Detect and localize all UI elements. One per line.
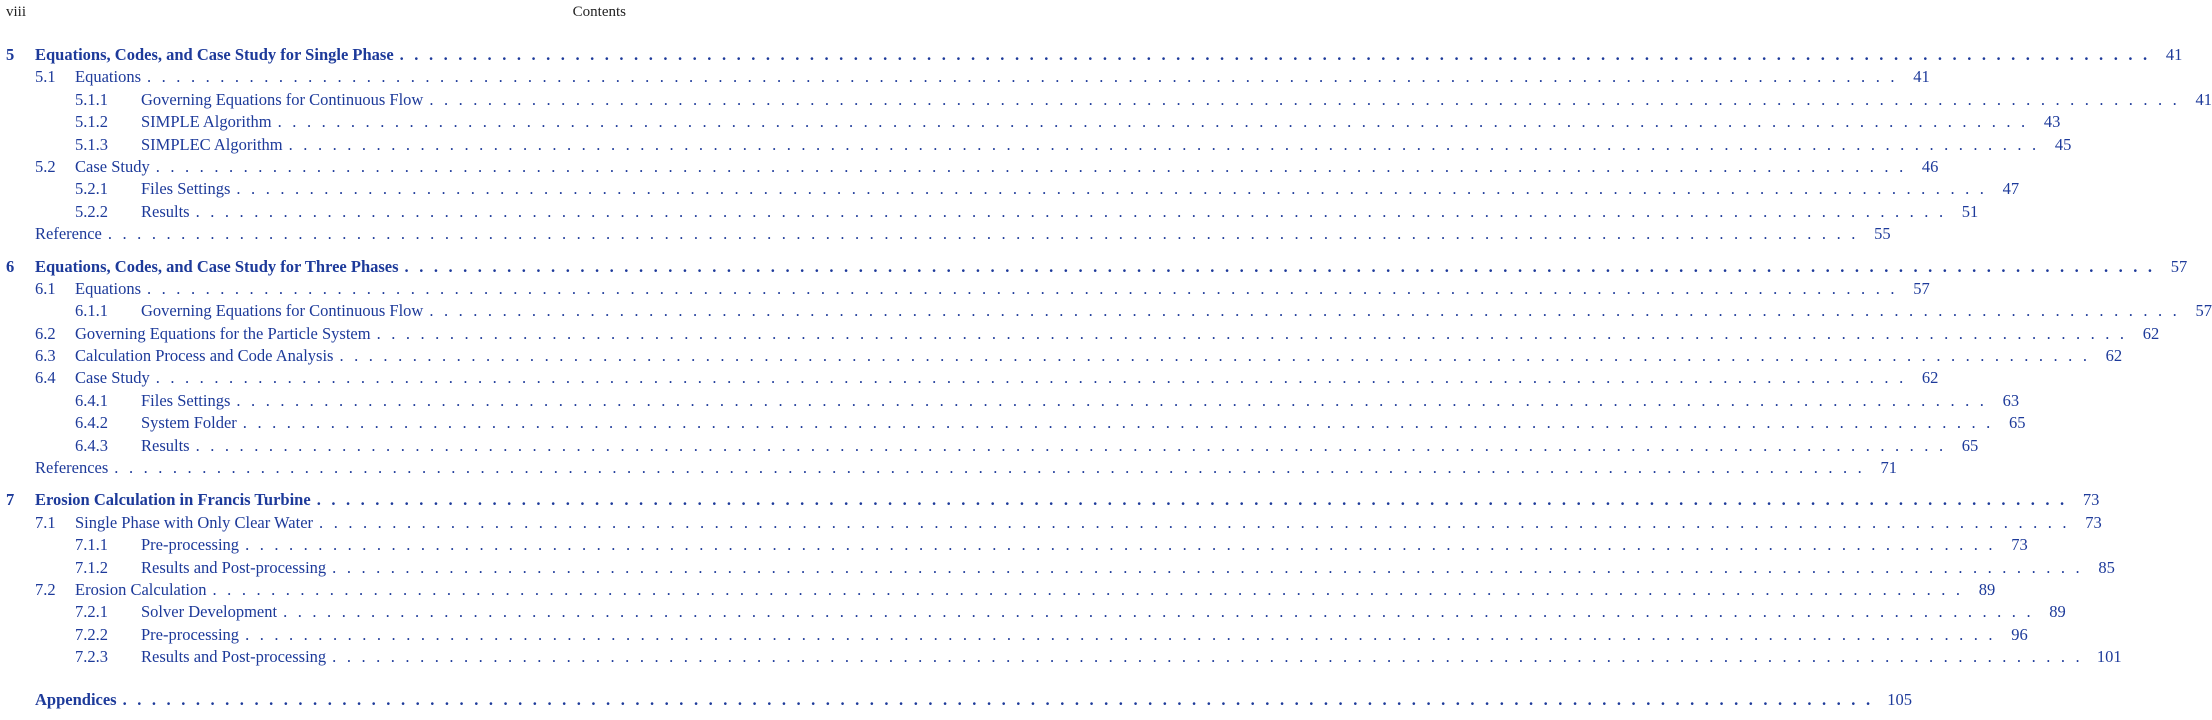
toc-entry-title: Solver Development — [141, 602, 278, 622]
toc-entry-line — [35, 223, 1891, 245]
toc-entry-page: 41 — [1913, 67, 1930, 87]
toc-entry-page: 85 — [2098, 557, 2115, 577]
toc-section-entry[interactable] — [0, 278, 1930, 300]
toc-entry-title: SIMPLEC Algorithm — [141, 134, 283, 154]
toc-entry-line — [35, 457, 1897, 479]
toc-entry-number: 6.4.1 — [75, 390, 108, 410]
toc-entry-title: Appendices — [35, 689, 117, 709]
toc-section-entry[interactable] — [0, 66, 1930, 88]
toc-leader-dots: . . . . . . . . . . . . . . . . . . . . . . . . . . . . . . . . . . . . . . . . . . . . . . . . . . . . . . . . . . . . . . . . . . . . . . . . . . . . . . . . . . . . . . . . . . . . . . . . . . . . . . . . . . . . . . . . . . . . . . . . — [155, 156, 1907, 176]
running-title: Contents — [572, 4, 626, 20]
toc-entry-number: 7 — [6, 490, 15, 510]
toc-entry-number: 5.2.1 — [75, 179, 108, 199]
toc-leader-dots: . . . . . . . . . . . . . . . . . . . . . . . . . . . . . . . . . . . . . . . . . . . . . . . . . . . . . . . . . . . . . . . . . . . . . . . . . . . . . . . . . . . . . . . . . . . . . . . . . . . . . . . . . . . . . . . . . . . . . . . . — [155, 368, 1907, 388]
toc-leader-dots: . . . . . . . . . . . . . . . . . . . . . . . . . . . . . . . . . . . . . . . . . . . . . . . . . . . . . . . . . . . . . . . . . . . . . . . . . . . . . . . . . . . . . . . . . . . . . . . . . . . . . . . . . . . . . . . . . . . . . . . . — [236, 179, 1988, 199]
toc-section-entry[interactable] — [0, 601, 2066, 623]
toc-entry-page: 89 — [1978, 579, 1996, 599]
toc-entry-page: 65 — [1961, 435, 1979, 455]
toc-entry-title: Case Study — [75, 156, 150, 176]
toc-section-entry[interactable] — [0, 534, 2028, 556]
toc-entry-page: 73 — [2082, 490, 2100, 510]
toc-section-entry[interactable] — [0, 367, 1939, 389]
toc-entry-title: Equations — [75, 67, 141, 87]
toc-entry-number: 6.4 — [35, 368, 56, 388]
toc-entry-line — [75, 66, 1930, 88]
table-of-contents — [0, 44, 2212, 711]
toc-entry-page: 62 — [1921, 368, 1939, 388]
toc-entry-page: 57 — [2195, 301, 2212, 321]
toc-leader-dots: . . . . . . . . . . . . . . . . . . . . . . . . . . . . . . . . . . . . . . . . . . . . . . . . . . . . . . . . . . . . . . . . . . . . . . . . . . . . . . . . . . . . . . . . . . . . . . . . . . . . . . . . . . . . . . . . . . . . . . . . — [399, 45, 2151, 64]
toc-entry-title: Reference — [35, 224, 102, 244]
toc-entry-number: 5.2.2 — [75, 201, 108, 221]
toc-entry-page: 47 — [2002, 179, 2020, 199]
toc-entry-page: 41 — [2195, 89, 2212, 109]
toc-entry-line — [141, 201, 1979, 223]
toc-entry-page: 46 — [1921, 156, 1939, 176]
toc-entry-line — [75, 278, 1930, 300]
toc-section-entry[interactable] — [0, 111, 2061, 133]
toc-entry-page: 105 — [1887, 689, 1913, 709]
toc-entry-title: Governing Equations for Continuous Flow — [141, 89, 424, 109]
toc-entry-page: 45 — [2054, 134, 2072, 154]
toc-entry-number: 7.2.2 — [75, 624, 108, 644]
toc-entry-title: Files Settings — [141, 390, 231, 410]
toc-chapter-entry[interactable] — [0, 256, 2188, 278]
toc-entry-page: 89 — [2049, 602, 2066, 622]
toc-entry-page: 96 — [2011, 624, 2028, 644]
toc-entry-line — [141, 646, 2122, 668]
toc-entry-page: 101 — [2096, 647, 2122, 667]
toc-entry-line — [75, 579, 1996, 601]
toc-leader-dots: . . . . . . . . . . . . . . . . . . . . . . . . . . . . . . . . . . . . . . . . . . . . . . . . . . . . . . . . . . . . . . . . . . . . . . . . . . . . . . . . . . . . . . . . . . . . . . . . . . . . . . . . . . . . . . . . . . . . . . . . — [236, 390, 1988, 410]
toc-leader-dots: . . . . . . . . . . . . . . . . . . . . . . . . . . . . . . . . . . . . . . . . . . . . . . . . . . . . . . . . . . . . . . . . . . . . . . . . . . . . . . . . . . . . . . . . . . . . . . . . . . . . . . . . . . . . . . . . . . . . . . . . — [245, 624, 1996, 644]
toc-entry-number: 5 — [6, 45, 15, 64]
toc-entry-page: 57 — [2170, 256, 2188, 276]
toc-leader-dots: . . . . . . . . . . . . . . . . . . . . . . . . . . . . . . . . . . . . . . . . . . . . . . . . . . . . . . . . . . . . . . . . . . . . . . . . . . . . . . . . . . . . . . . . . . . . . . . . . . . . . . . . . . . . . . . . . . . . . . . . — [107, 224, 1859, 244]
toc-entry-number: 7.2.3 — [75, 647, 108, 667]
toc-entry-title: Equations, Codes, and Case Study for Three Phases — [35, 256, 399, 276]
toc-entry-title: Equations, Codes, and Case Study for Single Phase — [35, 45, 394, 64]
toc-entry-title: Results — [141, 435, 190, 455]
toc-section-entry[interactable] — [0, 178, 2020, 200]
toc-entry-line — [141, 624, 2028, 646]
toc-entry-line — [141, 601, 2066, 623]
toc-entry-page: 55 — [1874, 224, 1891, 244]
toc-entry-line — [141, 390, 2020, 412]
toc-entry-line — [75, 156, 1939, 178]
toc-entry-title: Results — [141, 201, 190, 221]
toc-entry-number: 5.1 — [35, 67, 56, 87]
toc-entry-line — [75, 367, 1939, 389]
toc-entry-number: 5.2 — [35, 156, 56, 176]
toc-section-entry[interactable] — [0, 624, 2028, 646]
toc-leader-dots: . . . . . . . . . . . . . . . . . . . . . . . . . . . . . . . . . . . . . . . . . . . . . . . . . . . . . . . . . . . . . . . . . . . . . . . . . . . . . . . . . . . . . . . . . . . . . . . . . . . . . . . . . . . . . . . . . . . . . . . . — [114, 458, 1865, 478]
toc-section-entry[interactable] — [0, 579, 1996, 601]
toc-entry-title: System Folder — [141, 413, 237, 433]
toc-section-entry[interactable] — [0, 300, 2212, 322]
toc-entry-title: Files Settings — [141, 179, 231, 199]
toc-leader-dots: . . . . . . . . . . . . . . . . . . . . . . . . . . . . . . . . . . . . . . . . . . . . . . . . . . . . . . . . . . . . . . . . . . . . . . . . . . . . . . . . . . . . . . . . . . . . . . . . . . . . . . . . . . . . . . . . . . . . . . . . — [332, 647, 2083, 667]
toc-leader-dots: . . . . . . . . . . . . . . . . . . . . . . . . . . . . . . . . . . . . . . . . . . . . . . . . . . . . . . . . . . . . . . . . . . . . . . . . . . . . . . . . . . . . . . . . . . . . . . . . . . . . . . . . . . . . . . . . . . . . . . . . — [147, 67, 1898, 87]
toc-entry-line — [75, 512, 2102, 534]
toc-entry-page: 41 — [2165, 45, 2183, 64]
toc-section-entry[interactable] — [0, 512, 2102, 534]
toc-section-entry[interactable] — [0, 557, 2115, 579]
toc-leader-dots: . . . . . . . . . . . . . . . . . . . . . . . . . . . . . . . . . . . . . . . . . . . . . . . . . . . . . . . . . . . . . . . . . . . . . . . . . . . . . . . . . . . . . . . . . . . . . . . . . . . . . . . . . . . . . . . . . . . . . . . . — [283, 602, 2034, 622]
toc-entry-number: 7.1.1 — [75, 535, 108, 555]
toc-section-entry[interactable] — [0, 89, 2212, 111]
toc-section-entry[interactable] — [0, 390, 2020, 412]
toc-entry-title: References — [35, 458, 109, 478]
toc-entry-line — [75, 323, 2160, 345]
toc-leader-dots: . . . . . . . . . . . . . . . . . . . . . . . . . . . . . . . . . . . . . . . . . . . . . . . . . . . . . . . . . . . . . . . . . . . . . . . . . . . . . . . . . . . . . . . . . . . . . . . . . . . . . . . . . . . . . . . . . . . . . . . . — [277, 112, 2029, 132]
toc-chapter-entry[interactable] — [0, 44, 2183, 66]
toc-entry-title: Single Phase with Only Clear Water — [75, 512, 314, 532]
toc-entry-page: 63 — [2002, 390, 2020, 410]
toc-section-entry[interactable] — [0, 646, 2122, 668]
toc-entry-line — [35, 44, 2183, 66]
toc-entry-number: 6 — [6, 256, 15, 276]
toc-leader-dots: . . . . . . . . . . . . . . . . . . . . . . . . . . . . . . . . . . . . . . . . . . . . . . . . . . . . . . . . . . . . . . . . . . . . . . . . . . . . . . . . . . . . . . . . . . . . . . . . . . . . . . . . . . . . . . . . . . . . . . . . — [404, 256, 2156, 276]
toc-entry-line — [141, 412, 2026, 434]
toc-appendices-entry[interactable] — [0, 689, 1913, 711]
toc-entry-number: 6.1.1 — [75, 301, 108, 321]
toc-entry-number: 6.2 — [35, 323, 56, 343]
toc-section-entry[interactable] — [0, 323, 2160, 345]
toc-leader-dots: . . . . . . . . . . . . . . . . . . . . . . . . . . . . . . . . . . . . . . . . . . . . . . . . . . . . . . . . . . . . . . . . . . . . . . . . . . . . . . . . . . . . . . . . . . . . . . . . . . . . . . . . . . . . . . . . . . . . . . . . — [429, 89, 2181, 109]
toc-leader-dots: . . . . . . . . . . . . . . . . . . . . . . . . . . . . . . . . . . . . . . . . . . . . . . . . . . . . . . . . . . . . . . . . . . . . . . . . . . . . . . . . . . . . . . . . . . . . . . . . . . . . . . . . . . . . . . . . . . . . . . . . — [339, 346, 2091, 366]
toc-leader-dots: . . . . . . . . . . . . . . . . . . . . . . . . . . . . . . . . . . . . . . . . . . . . . . . . . . . . . . . . . . . . . . . . . . . . . . . . . . . . . . . . . . . . . . . . . . . . . . . . . . . . . . . . . . . . . . . . . . . . . . . . — [332, 557, 2083, 577]
toc-entry-line — [141, 178, 2020, 200]
toc-entry-title: Case Study — [75, 368, 150, 388]
toc-entry-line — [141, 134, 2072, 156]
toc-entry-page: 43 — [2043, 112, 2061, 132]
toc-section-entry[interactable] — [0, 156, 1939, 178]
toc-entry-number: 7.1.2 — [75, 557, 108, 577]
toc-entry-page: 51 — [1961, 201, 1979, 221]
toc-entry-title: Governing Equations for Continuous Flow — [141, 301, 424, 321]
toc-entry-page: 65 — [2008, 413, 2026, 433]
toc-entry-title: Governing Equations for the Particle System — [75, 323, 371, 343]
toc-entry-line — [141, 435, 1979, 457]
toc-entry-number: 5.1.3 — [75, 134, 108, 154]
toc-entry-line — [35, 689, 1913, 711]
toc-entry-number: 6.3 — [35, 346, 56, 366]
toc-entry-title: Erosion Calculation in Francis Turbine — [35, 490, 311, 510]
toc-entry-number: 6.4.2 — [75, 413, 108, 433]
page-number: viii — [6, 4, 27, 20]
toc-entry-number: 6.1 — [35, 278, 56, 298]
toc-entry-number: 6.4.3 — [75, 435, 108, 455]
toc-entry-page: 73 — [2085, 512, 2102, 532]
toc-section-entry[interactable] — [0, 435, 1979, 457]
toc-entry-title: Pre-processing — [141, 535, 240, 555]
toc-entry-title: Calculation Process and Code Analysis — [75, 346, 334, 366]
toc-leader-dots: . . . . . . . . . . . . . . . . . . . . . . . . . . . . . . . . . . . . . . . . . . . . . . . . . . . . . . . . . . . . . . . . . . . . . . . . . . . . . . . . . . . . . . . . . . . . . . . . . . . . . . . . . . . . . . . . . . . . . . . . — [288, 134, 2040, 154]
toc-entry-title: Results and Post-processing — [141, 557, 327, 577]
toc-section-entry[interactable] — [0, 345, 2123, 367]
toc-entry-line — [35, 489, 2100, 511]
toc-section-entry[interactable] — [0, 412, 2026, 434]
toc-entry-number: 7.2 — [35, 579, 56, 599]
toc-leader-dots: . . . . . . . . . . . . . . . . . . . . . . . . . . . . . . . . . . . . . . . . . . . . . . . . . . . . . . . . . . . . . . . . . . . . . . . . . . . . . . . . . . . . . . . . . . . . . . . . . . . . . . . . . . . . . . . . . . . . . . . . — [429, 301, 2181, 321]
toc-entry-page: 62 — [2142, 323, 2160, 343]
toc-leader-dots: . . . . . . . . . . . . . . . . . . . . . . . . . . . . . . . . . . . . . . . . . . . . . . . . . . . . . . . . . . . . . . . . . . . . . . . . . . . . . . . . . . . . . . . . . . . . . . . . . . . . . . . . . . . . . . . . . . . . . . . . — [319, 512, 2070, 532]
toc-entry-line — [141, 89, 2212, 111]
toc-leader-dots: . . . . . . . . . . . . . . . . . . . . . . . . . . . . . . . . . . . . . . . . . . . . . . . . . . . . . . . . . . . . . . . . . . . . . . . . . . . . . . . . . . . . . . . . . . . . . . . . . . . . . . . . . . . . . . . . . . . . . . . . — [122, 689, 1874, 709]
toc-entry-page: 71 — [1880, 458, 1897, 478]
toc-entry-page: 57 — [1913, 278, 1930, 298]
toc-entry-title: Erosion Calculation — [75, 579, 207, 599]
toc-leader-dots: . . . . . . . . . . . . . . . . . . . . . . . . . . . . . . . . . . . . . . . . . . . . . . . . . . . . . . . . . . . . . . . . . . . . . . . . . . . . . . . . . . . . . . . . . . . . . . . . . . . . . . . . . . . . . . . . . . . . . . . . — [195, 201, 1947, 221]
toc-entry-number: 7.1 — [35, 512, 56, 532]
toc-entry-title: Equations — [75, 278, 141, 298]
toc-entry-page: 73 — [2011, 535, 2028, 555]
toc-entry-title: Pre-processing — [141, 624, 240, 644]
toc-leader-dots: . . . . . . . . . . . . . . . . . . . . . . . . . . . . . . . . . . . . . . . . . . . . . . . . . . . . . . . . . . . . . . . . . . . . . . . . . . . . . . . . . . . . . . . . . . . . . . . . . . . . . . . . . . . . . . . . . . . . . . . . — [316, 490, 2068, 510]
toc-section-entry[interactable] — [0, 201, 1979, 223]
toc-entry-page: 62 — [2105, 346, 2123, 366]
toc-reference-entry[interactable] — [0, 457, 1897, 479]
toc-entry-number: 7.2.1 — [75, 602, 108, 622]
toc-entry-title: SIMPLE Algorithm — [141, 112, 272, 132]
toc-leader-dots: . . . . . . . . . . . . . . . . . . . . . . . . . . . . . . . . . . . . . . . . . . . . . . . . . . . . . . . . . . . . . . . . . . . . . . . . . . . . . . . . . . . . . . . . . . . . . . . . . . . . . . . . . . . . . . . . . . . . . . . . — [242, 413, 1994, 433]
toc-entry-number: 5.1.1 — [75, 89, 108, 109]
toc-entry-line — [141, 534, 2028, 556]
toc-entry-line — [75, 345, 2123, 367]
toc-leader-dots: . . . . . . . . . . . . . . . . . . . . . . . . . . . . . . . . . . . . . . . . . . . . . . . . . . . . . . . . . . . . . . . . . . . . . . . . . . . . . . . . . . . . . . . . . . . . . . . . . . . . . . . . . . . . . . . . . . . . . . . . — [195, 435, 1947, 455]
toc-entry-line — [35, 256, 2188, 278]
toc-chapter-entry[interactable] — [0, 489, 2100, 511]
toc-entry-title: Results and Post-processing — [141, 647, 327, 667]
toc-leader-dots: . . . . . . . . . . . . . . . . . . . . . . . . . . . . . . . . . . . . . . . . . . . . . . . . . . . . . . . . . . . . . . . . . . . . . . . . . . . . . . . . . . . . . . . . . . . . . . . . . . . . . . . . . . . . . . . . . . . . . . . . — [376, 323, 2128, 343]
toc-entry-line — [141, 111, 2061, 133]
toc-reference-entry[interactable] — [0, 223, 1891, 245]
toc-entry-number: 5.1.2 — [75, 112, 108, 132]
toc-leader-dots: . . . . . . . . . . . . . . . . . . . . . . . . . . . . . . . . . . . . . . . . . . . . . . . . . . . . . . . . . . . . . . . . . . . . . . . . . . . . . . . . . . . . . . . . . . . . . . . . . . . . . . . . . . . . . . . . . . . . . . . . — [245, 535, 1996, 555]
toc-leader-dots: . . . . . . . . . . . . . . . . . . . . . . . . . . . . . . . . . . . . . . . . . . . . . . . . . . . . . . . . . . . . . . . . . . . . . . . . . . . . . . . . . . . . . . . . . . . . . . . . . . . . . . . . . . . . . . . . . . . . . . . . — [212, 579, 1964, 599]
toc-entry-line — [141, 557, 2115, 579]
toc-entry-line — [141, 300, 2212, 322]
toc-leader-dots: . . . . . . . . . . . . . . . . . . . . . . . . . . . . . . . . . . . . . . . . . . . . . . . . . . . . . . . . . . . . . . . . . . . . . . . . . . . . . . . . . . . . . . . . . . . . . . . . . . . . . . . . . . . . . . . . . . . . . . . . — [147, 278, 1898, 298]
toc-section-entry[interactable] — [0, 134, 2072, 156]
